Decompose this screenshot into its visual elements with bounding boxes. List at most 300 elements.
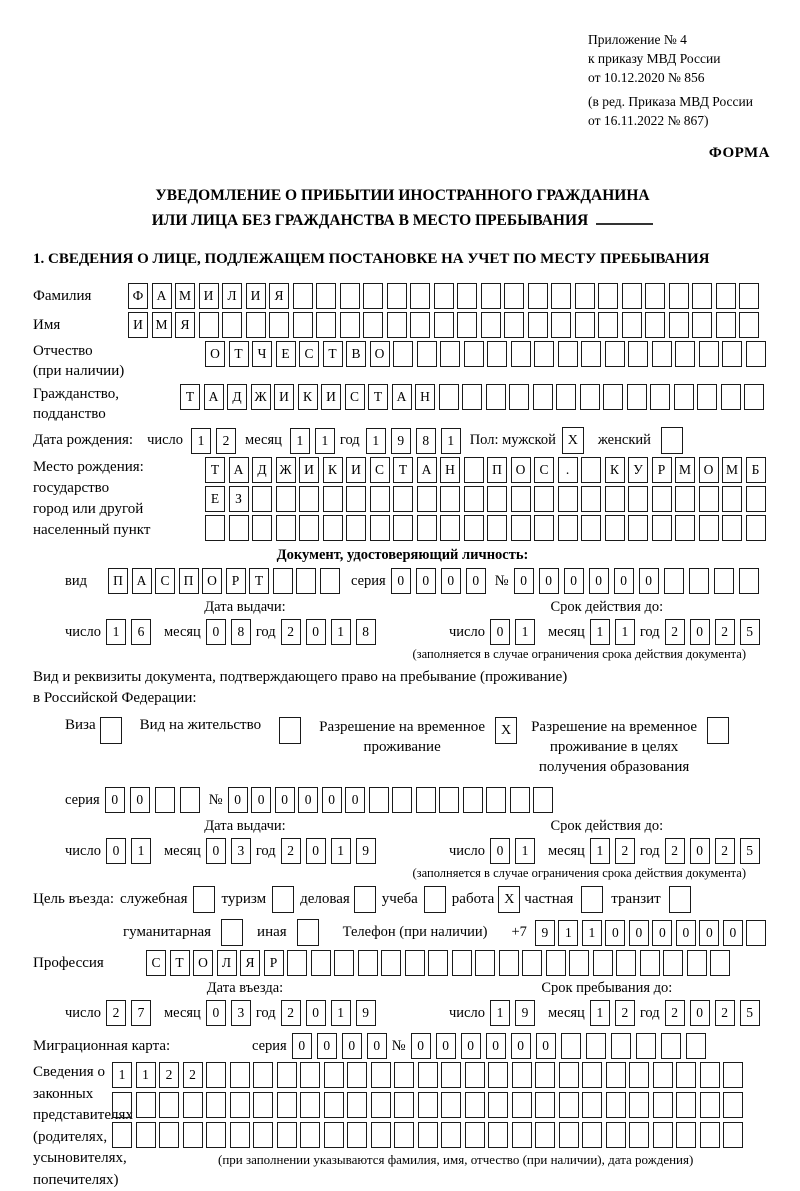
char-cell[interactable] — [700, 1092, 720, 1118]
char-cell[interactable] — [605, 341, 625, 367]
char-cell[interactable] — [253, 1122, 273, 1148]
char-cell[interactable]: 0 — [723, 920, 743, 946]
char-cell[interactable] — [629, 1122, 649, 1148]
char-cell[interactable]: 1 — [290, 428, 310, 454]
char-cell[interactable]: Т — [393, 457, 413, 483]
char-cell[interactable]: 0 — [652, 920, 672, 946]
purpose-ucheba-checkbox[interactable] — [424, 886, 446, 913]
profession-cells[interactable] — [146, 950, 734, 976]
char-cell[interactable] — [441, 1062, 461, 1088]
char-cell[interactable] — [486, 384, 506, 410]
char-cell[interactable]: С — [370, 457, 390, 483]
char-cell[interactable] — [700, 1062, 720, 1088]
char-cell[interactable] — [253, 1092, 273, 1118]
char-cell[interactable] — [252, 486, 272, 512]
char-cell[interactable] — [299, 515, 319, 541]
char-cell[interactable] — [721, 384, 741, 410]
char-cell[interactable]: 5 — [740, 1000, 760, 1026]
char-cell[interactable] — [640, 950, 660, 976]
purpose-sluzhebnaya-checkbox[interactable] — [193, 886, 215, 913]
purpose-turizm-checkbox[interactable] — [272, 886, 294, 913]
residence-valid-day-cells[interactable] — [490, 838, 540, 864]
char-cell[interactable]: 0 — [441, 568, 461, 594]
char-cell[interactable] — [486, 787, 506, 813]
char-cell[interactable] — [559, 1062, 579, 1088]
char-cell[interactable] — [320, 568, 340, 594]
char-cell[interactable] — [293, 283, 313, 309]
char-cell[interactable] — [593, 950, 613, 976]
char-cell[interactable] — [663, 950, 683, 976]
char-cell[interactable]: 5 — [740, 838, 760, 864]
char-cell[interactable]: 2 — [281, 1000, 301, 1026]
char-cell[interactable] — [392, 787, 412, 813]
char-cell[interactable] — [582, 1062, 602, 1088]
migration-number-cells[interactable] — [411, 1033, 711, 1059]
char-cell[interactable] — [424, 886, 446, 913]
residence-valid-year-cells[interactable] — [665, 838, 765, 864]
char-cell[interactable]: 1 — [191, 428, 211, 454]
char-cell[interactable]: 0 — [411, 1033, 431, 1059]
patronymic-cells[interactable] — [205, 341, 769, 367]
char-cell[interactable] — [581, 486, 601, 512]
representatives-row1-cells[interactable] — [112, 1062, 747, 1088]
stay-year-cells[interactable] — [665, 1000, 765, 1026]
char-cell[interactable] — [598, 312, 618, 338]
char-cell[interactable]: А — [392, 384, 412, 410]
char-cell[interactable] — [534, 341, 554, 367]
char-cell[interactable]: 2 — [183, 1062, 203, 1088]
char-cell[interactable] — [462, 384, 482, 410]
char-cell[interactable] — [575, 283, 595, 309]
char-cell[interactable]: Т — [180, 384, 200, 410]
purpose-chastnaya-checkbox[interactable] — [581, 886, 603, 913]
char-cell[interactable] — [457, 283, 477, 309]
char-cell[interactable]: С — [146, 950, 166, 976]
char-cell[interactable] — [441, 1092, 461, 1118]
char-cell[interactable] — [465, 1092, 485, 1118]
char-cell[interactable] — [522, 950, 542, 976]
char-cell[interactable] — [653, 1122, 673, 1148]
char-cell[interactable] — [628, 515, 648, 541]
char-cell[interactable] — [363, 312, 383, 338]
char-cell[interactable]: X — [498, 886, 520, 913]
char-cell[interactable] — [193, 886, 215, 913]
char-cell[interactable] — [205, 515, 225, 541]
char-cell[interactable] — [252, 515, 272, 541]
char-cell[interactable] — [546, 950, 566, 976]
char-cell[interactable] — [622, 312, 642, 338]
char-cell[interactable]: 0 — [391, 568, 411, 594]
char-cell[interactable]: 0 — [206, 838, 226, 864]
char-cell[interactable] — [653, 1062, 673, 1088]
char-cell[interactable] — [112, 1122, 132, 1148]
char-cell[interactable]: 9 — [391, 428, 411, 454]
char-cell[interactable] — [300, 1122, 320, 1148]
char-cell[interactable] — [509, 384, 529, 410]
char-cell[interactable] — [692, 283, 712, 309]
char-cell[interactable]: 0 — [486, 1033, 506, 1059]
char-cell[interactable]: 2 — [281, 838, 301, 864]
char-cell[interactable] — [371, 1062, 391, 1088]
char-cell[interactable] — [606, 1092, 626, 1118]
char-cell[interactable] — [440, 341, 460, 367]
char-cell[interactable] — [136, 1122, 156, 1148]
char-cell[interactable] — [418, 1092, 438, 1118]
char-cell[interactable]: Т — [229, 341, 249, 367]
temp-permit-checkbox[interactable] — [495, 717, 517, 744]
char-cell[interactable] — [534, 515, 554, 541]
char-cell[interactable]: Ж — [251, 384, 271, 410]
char-cell[interactable]: 2 — [665, 1000, 685, 1026]
char-cell[interactable]: И — [246, 283, 266, 309]
birth-month-cells[interactable] — [290, 428, 340, 454]
char-cell[interactable] — [581, 515, 601, 541]
char-cell[interactable] — [487, 486, 507, 512]
char-cell[interactable] — [464, 457, 484, 483]
char-cell[interactable] — [180, 787, 200, 813]
char-cell[interactable]: 0 — [436, 1033, 456, 1059]
char-cell[interactable]: Я — [175, 312, 195, 338]
char-cell[interactable] — [439, 384, 459, 410]
char-cell[interactable]: 2 — [281, 619, 301, 645]
char-cell[interactable] — [510, 787, 530, 813]
char-cell[interactable]: 9 — [356, 838, 376, 864]
char-cell[interactable]: 1 — [515, 619, 535, 645]
char-cell[interactable] — [347, 1062, 367, 1088]
char-cell[interactable]: М — [175, 283, 195, 309]
char-cell[interactable] — [629, 1062, 649, 1088]
char-cell[interactable]: 0 — [539, 568, 559, 594]
char-cell[interactable] — [323, 515, 343, 541]
char-cell[interactable]: 0 — [536, 1033, 556, 1059]
char-cell[interactable] — [417, 486, 437, 512]
char-cell[interactable] — [465, 1062, 485, 1088]
char-cell[interactable] — [112, 1092, 132, 1118]
char-cell[interactable]: 0 — [461, 1033, 481, 1059]
char-cell[interactable]: 2 — [615, 1000, 635, 1026]
female-checkbox[interactable] — [661, 427, 683, 454]
char-cell[interactable]: С — [155, 568, 175, 594]
char-cell[interactable] — [533, 787, 553, 813]
char-cell[interactable] — [464, 486, 484, 512]
char-cell[interactable]: 2 — [715, 1000, 735, 1026]
char-cell[interactable] — [316, 283, 336, 309]
char-cell[interactable]: И — [274, 384, 294, 410]
doc-valid-day-cells[interactable] — [490, 619, 540, 645]
char-cell[interactable]: 0 — [317, 1033, 337, 1059]
char-cell[interactable] — [222, 312, 242, 338]
char-cell[interactable]: Л — [217, 950, 237, 976]
char-cell[interactable] — [287, 950, 307, 976]
char-cell[interactable]: 1 — [331, 1000, 351, 1026]
char-cell[interactable] — [645, 312, 665, 338]
char-cell[interactable]: 2 — [715, 838, 735, 864]
char-cell[interactable] — [746, 920, 766, 946]
char-cell[interactable] — [488, 1062, 508, 1088]
char-cell[interactable] — [664, 568, 684, 594]
char-cell[interactable] — [746, 515, 766, 541]
char-cell[interactable] — [481, 283, 501, 309]
char-cell[interactable]: 0 — [298, 787, 318, 813]
char-cell[interactable]: С — [534, 457, 554, 483]
male-checkbox[interactable] — [562, 427, 584, 454]
char-cell[interactable] — [340, 283, 360, 309]
char-cell[interactable]: 1 — [136, 1062, 156, 1088]
char-cell[interactable] — [334, 950, 354, 976]
char-cell[interactable] — [512, 1122, 532, 1148]
char-cell[interactable] — [551, 312, 571, 338]
char-cell[interactable]: 1 — [590, 838, 610, 864]
char-cell[interactable] — [716, 312, 736, 338]
char-cell[interactable] — [700, 1122, 720, 1148]
char-cell[interactable] — [627, 384, 647, 410]
char-cell[interactable]: А — [152, 283, 172, 309]
char-cell[interactable]: А — [417, 457, 437, 483]
residence-issue-day-cells[interactable] — [106, 838, 156, 864]
char-cell[interactable] — [586, 1033, 606, 1059]
char-cell[interactable]: З — [229, 486, 249, 512]
char-cell[interactable] — [272, 886, 294, 913]
char-cell[interactable] — [561, 1033, 581, 1059]
char-cell[interactable] — [393, 341, 413, 367]
char-cell[interactable] — [358, 950, 378, 976]
char-cell[interactable] — [558, 341, 578, 367]
char-cell[interactable] — [347, 1092, 367, 1118]
char-cell[interactable]: 1 — [331, 838, 351, 864]
char-cell[interactable] — [277, 1122, 297, 1148]
char-cell[interactable]: 8 — [356, 619, 376, 645]
char-cell[interactable]: 1 — [515, 838, 535, 864]
char-cell[interactable] — [324, 1122, 344, 1148]
char-cell[interactable]: С — [345, 384, 365, 410]
char-cell[interactable] — [558, 515, 578, 541]
char-cell[interactable]: У — [628, 457, 648, 483]
char-cell[interactable]: Т — [249, 568, 269, 594]
char-cell[interactable] — [533, 384, 553, 410]
char-cell[interactable] — [535, 1062, 555, 1088]
char-cell[interactable] — [246, 312, 266, 338]
doc-issue-day-cells[interactable] — [106, 619, 156, 645]
char-cell[interactable] — [598, 283, 618, 309]
char-cell[interactable]: 0 — [206, 619, 226, 645]
char-cell[interactable]: Т — [323, 341, 343, 367]
char-cell[interactable] — [653, 1092, 673, 1118]
char-cell[interactable] — [346, 515, 366, 541]
char-cell[interactable]: П — [487, 457, 507, 483]
char-cell[interactable] — [488, 1092, 508, 1118]
residence-series-cells[interactable] — [105, 787, 205, 813]
char-cell[interactable] — [582, 1092, 602, 1118]
char-cell[interactable] — [340, 312, 360, 338]
char-cell[interactable]: К — [298, 384, 318, 410]
char-cell[interactable] — [324, 1092, 344, 1118]
char-cell[interactable]: 5 — [740, 619, 760, 645]
char-cell[interactable] — [416, 787, 436, 813]
doc-valid-month-cells[interactable] — [590, 619, 640, 645]
char-cell[interactable] — [580, 384, 600, 410]
char-cell[interactable]: Д — [227, 384, 247, 410]
char-cell[interactable] — [381, 950, 401, 976]
char-cell[interactable]: Е — [276, 341, 296, 367]
char-cell[interactable]: Т — [170, 950, 190, 976]
char-cell[interactable]: 0 — [614, 568, 634, 594]
char-cell[interactable] — [300, 1092, 320, 1118]
char-cell[interactable]: О — [699, 457, 719, 483]
char-cell[interactable] — [575, 312, 595, 338]
char-cell[interactable] — [199, 312, 219, 338]
char-cell[interactable]: 2 — [106, 1000, 126, 1026]
char-cell[interactable] — [512, 1092, 532, 1118]
char-cell[interactable] — [394, 1062, 414, 1088]
char-cell[interactable] — [723, 1122, 743, 1148]
char-cell[interactable] — [296, 568, 316, 594]
char-cell[interactable]: 9 — [535, 920, 555, 946]
char-cell[interactable]: 6 — [131, 619, 151, 645]
char-cell[interactable] — [559, 1092, 579, 1118]
purpose-rabota-checkbox[interactable] — [498, 886, 520, 913]
doc-type-cells[interactable] — [108, 568, 343, 594]
char-cell[interactable] — [418, 1062, 438, 1088]
char-cell[interactable]: П — [179, 568, 199, 594]
char-cell[interactable] — [636, 1033, 656, 1059]
doc-number-cells[interactable] — [514, 568, 764, 594]
char-cell[interactable]: 0 — [306, 1000, 326, 1026]
char-cell[interactable]: 2 — [665, 619, 685, 645]
char-cell[interactable]: 1 — [615, 619, 635, 645]
char-cell[interactable] — [723, 1062, 743, 1088]
char-cell[interactable] — [410, 283, 430, 309]
char-cell[interactable] — [629, 1092, 649, 1118]
char-cell[interactable]: 0 — [629, 920, 649, 946]
char-cell[interactable] — [300, 1062, 320, 1088]
char-cell[interactable]: А — [204, 384, 224, 410]
char-cell[interactable] — [316, 312, 336, 338]
residence-permit-checkbox[interactable] — [279, 717, 301, 744]
char-cell[interactable] — [269, 312, 289, 338]
char-cell[interactable]: Ф — [128, 283, 148, 309]
char-cell[interactable]: 0 — [676, 920, 696, 946]
visa-checkbox[interactable] — [100, 717, 122, 744]
birthplace-row3-cells[interactable] — [205, 515, 769, 541]
char-cell[interactable] — [481, 312, 501, 338]
char-cell[interactable]: О — [511, 457, 531, 483]
char-cell[interactable]: Н — [440, 457, 460, 483]
char-cell[interactable] — [155, 787, 175, 813]
char-cell[interactable] — [707, 717, 729, 744]
char-cell[interactable] — [723, 1092, 743, 1118]
stay-month-cells[interactable] — [590, 1000, 640, 1026]
char-cell[interactable] — [417, 341, 437, 367]
char-cell[interactable] — [669, 312, 689, 338]
char-cell[interactable]: Я — [240, 950, 260, 976]
char-cell[interactable]: 7 — [131, 1000, 151, 1026]
char-cell[interactable] — [183, 1092, 203, 1118]
char-cell[interactable] — [136, 1092, 156, 1118]
char-cell[interactable] — [387, 283, 407, 309]
purpose-gumanitarnaya-checkbox[interactable] — [221, 919, 243, 946]
char-cell[interactable]: 0 — [511, 1033, 531, 1059]
char-cell[interactable] — [440, 486, 460, 512]
char-cell[interactable]: 1 — [331, 619, 351, 645]
char-cell[interactable] — [556, 384, 576, 410]
char-cell[interactable] — [504, 312, 524, 338]
char-cell[interactable]: Л — [222, 283, 242, 309]
char-cell[interactable]: Я — [269, 283, 289, 309]
char-cell[interactable]: 0 — [564, 568, 584, 594]
char-cell[interactable] — [369, 787, 389, 813]
char-cell[interactable] — [581, 457, 601, 483]
char-cell[interactable] — [434, 283, 454, 309]
char-cell[interactable]: 2 — [216, 428, 236, 454]
doc-series-cells[interactable] — [391, 568, 491, 594]
char-cell[interactable]: М — [152, 312, 172, 338]
char-cell[interactable] — [676, 1122, 696, 1148]
char-cell[interactable] — [675, 515, 695, 541]
char-cell[interactable]: 1 — [590, 1000, 610, 1026]
char-cell[interactable] — [606, 1062, 626, 1088]
char-cell[interactable] — [628, 341, 648, 367]
char-cell[interactable] — [528, 283, 548, 309]
char-cell[interactable] — [279, 717, 301, 744]
char-cell[interactable] — [739, 283, 759, 309]
char-cell[interactable] — [394, 1092, 414, 1118]
char-cell[interactable] — [276, 515, 296, 541]
migration-series-cells[interactable] — [292, 1033, 392, 1059]
char-cell[interactable] — [504, 283, 524, 309]
char-cell[interactable]: Е — [205, 486, 225, 512]
char-cell[interactable]: И — [346, 457, 366, 483]
char-cell[interactable]: Р — [264, 950, 284, 976]
entry-month-cells[interactable] — [206, 1000, 256, 1026]
char-cell[interactable] — [452, 950, 472, 976]
char-cell[interactable] — [417, 515, 437, 541]
char-cell[interactable]: 0 — [130, 787, 150, 813]
char-cell[interactable]: 3 — [231, 1000, 251, 1026]
char-cell[interactable] — [722, 486, 742, 512]
char-cell[interactable]: 1 — [112, 1062, 132, 1088]
char-cell[interactable] — [370, 515, 390, 541]
char-cell[interactable] — [628, 486, 648, 512]
char-cell[interactable] — [676, 1092, 696, 1118]
edu-permit-checkbox[interactable] — [707, 717, 729, 744]
char-cell[interactable]: 0 — [342, 1033, 362, 1059]
representatives-row2-cells[interactable] — [112, 1092, 747, 1118]
char-cell[interactable]: 0 — [466, 568, 486, 594]
char-cell[interactable] — [221, 919, 243, 946]
char-cell[interactable]: 1 — [558, 920, 578, 946]
char-cell[interactable] — [674, 384, 694, 410]
char-cell[interactable] — [441, 1122, 461, 1148]
char-cell[interactable] — [206, 1122, 226, 1148]
char-cell[interactable] — [675, 341, 695, 367]
char-cell[interactable] — [488, 1122, 508, 1148]
char-cell[interactable] — [669, 886, 691, 913]
char-cell[interactable]: . — [558, 457, 578, 483]
char-cell[interactable]: И — [199, 283, 219, 309]
char-cell[interactable]: Р — [226, 568, 246, 594]
char-cell[interactable] — [347, 1122, 367, 1148]
char-cell[interactable]: И — [321, 384, 341, 410]
residence-issue-month-cells[interactable] — [206, 838, 256, 864]
char-cell[interactable] — [551, 283, 571, 309]
char-cell[interactable]: А — [132, 568, 152, 594]
char-cell[interactable] — [276, 486, 296, 512]
char-cell[interactable]: Б — [746, 457, 766, 483]
char-cell[interactable] — [714, 568, 734, 594]
char-cell[interactable] — [511, 486, 531, 512]
char-cell[interactable]: 1 — [490, 1000, 510, 1026]
char-cell[interactable] — [722, 515, 742, 541]
